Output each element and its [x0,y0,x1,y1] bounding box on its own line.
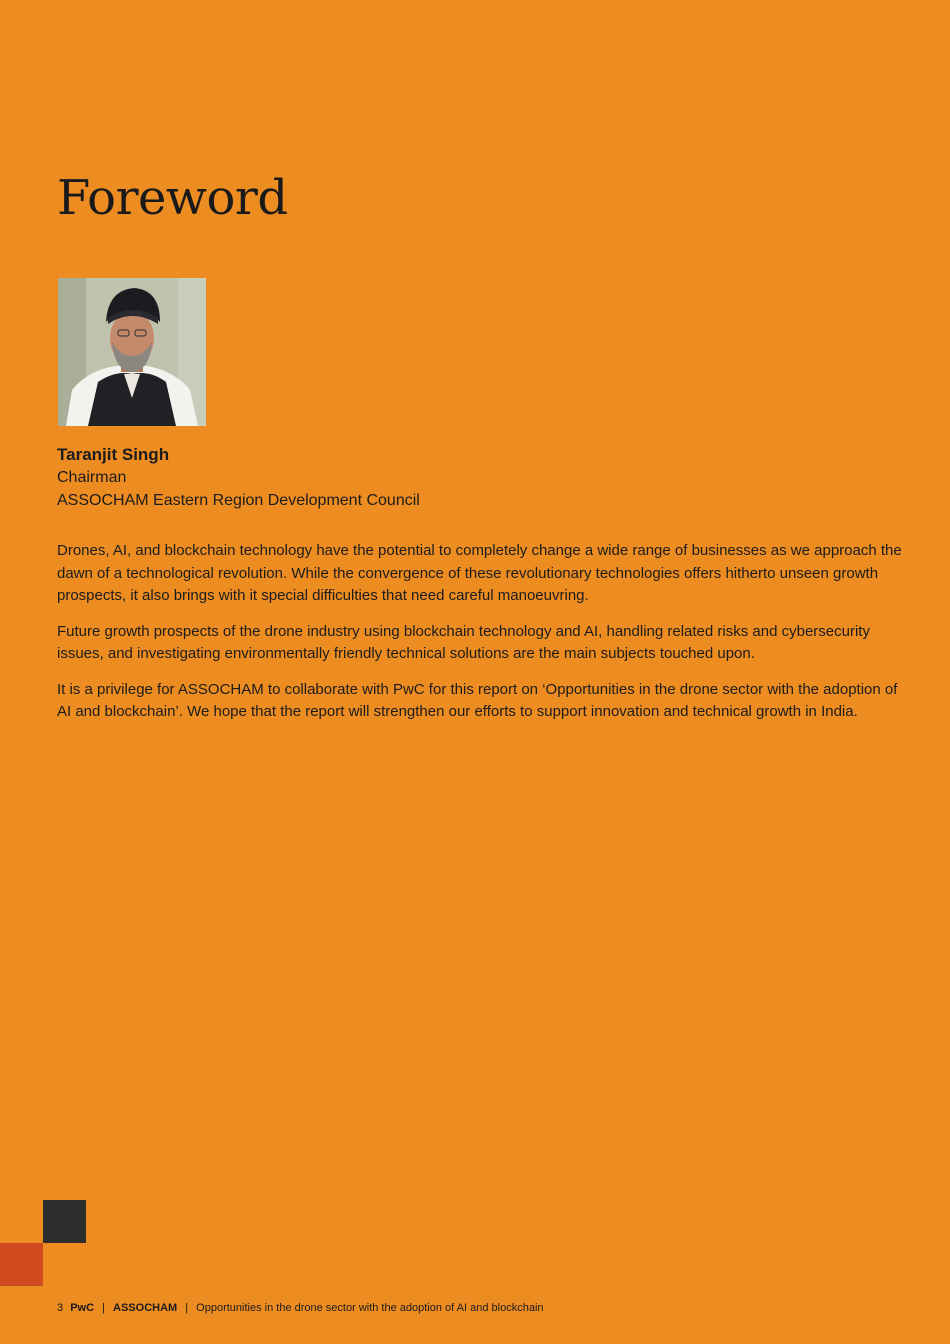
author-photo [58,278,206,426]
author-name: Taranjit Singh [57,445,170,464]
paragraph: Future growth prospects of the drone industry using blockchain technology and AI, handling related risks and cybersecurity issues, and investigating environmentally friendly technical solutions are the main subjects touched upon. [57,622,870,662]
page-footer [57,1302,544,1314]
decorative-dark-square [43,1200,86,1243]
paragraph: Drones, AI, and blockchain technology have the potential to completely change a wide range of businesses as we approach the dawn of a technological revolution. While the convergence of these revolutionary technologies offers hitherto unseen growth prospects, it also brings with it special difficulties that need careful manoeuvring. [57,542,902,604]
author-organization: ASSOCHAM Eastern Region Development Council [57,492,420,509]
paragraph: It is a privilege for ASSOCHAM to collaborate with PwC for this report on ‘Opportunities in the drone sector with the adoption of AI and blockchain’. We hope that the report will strengthen our efforts to support innovation and technical growth in India. [57,680,898,720]
page-title: Foreword [57,170,288,226]
footer-separator: | [185,1302,189,1314]
footer-brand-assocham: ASSOCHAM [113,1302,178,1314]
footer-doc-title: Opportunities in the drone sector with the adoption of AI and blockchain [196,1302,544,1314]
footer-brand-pwc: PwC [70,1302,95,1314]
decorative-red-square [0,1243,43,1286]
page-number: 3 [57,1302,64,1314]
author-role: Chairman [57,469,127,486]
author-block [57,444,420,512]
foreword-body [57,540,902,737]
footer-separator: | [102,1302,105,1314]
